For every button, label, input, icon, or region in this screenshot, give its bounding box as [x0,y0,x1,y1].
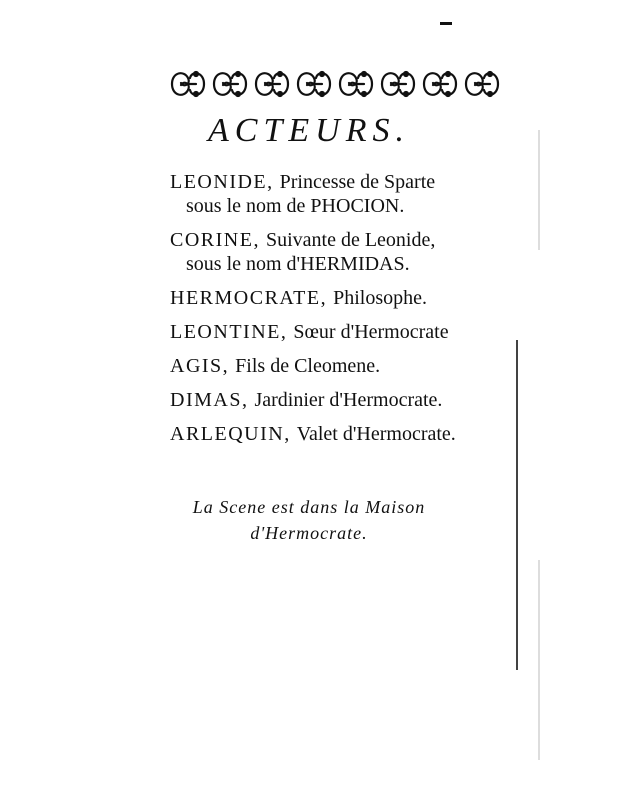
character-entry [170,388,510,412]
page-title: ACTEURS. [208,112,410,149]
character-name: AGIS, [170,355,230,377]
fleuron-ornament [168,62,502,106]
character-name: LEONTINE, [170,321,288,343]
character-role-continued: sous le nom d'HERMIDAS. [186,253,410,275]
character-role-continued: sous le nom de PHOCION. [186,195,405,217]
character-role: Jardinier d'Hermocrate. [254,389,443,411]
scene-line-1: La Scene est dans la Maison [192,497,426,517]
character-name: DIMAS, [170,389,249,411]
character-list [170,170,510,456]
character-name: HERMOCRATE, [170,287,328,309]
character-entry [170,354,510,378]
character-name: ARLEQUIN, [170,423,291,445]
character-entry [170,320,510,344]
character-entry [170,228,510,276]
character-entry [170,286,510,310]
character-entry [170,422,510,446]
page-mark [440,22,452,25]
scene-line-2: d'Hermocrate. [250,523,368,543]
character-role: Princesse de Sparte [279,171,436,193]
scene-note [0,494,618,546]
page-edge-line [516,340,518,670]
page-edge-shadow [538,560,540,760]
character-role: Fils de Cleomene. [235,355,381,377]
page-edge-shadow [538,130,540,250]
character-role: Philosophe. [333,287,427,309]
character-role: Suivante de Leonide, [265,229,436,251]
character-name: LEONIDE, [170,171,274,193]
character-role: Valet d'Hermocrate. [296,423,456,445]
character-name: CORINE, [170,229,260,251]
character-role: Sœur d'Hermocrate [293,321,449,343]
character-entry [170,170,510,218]
